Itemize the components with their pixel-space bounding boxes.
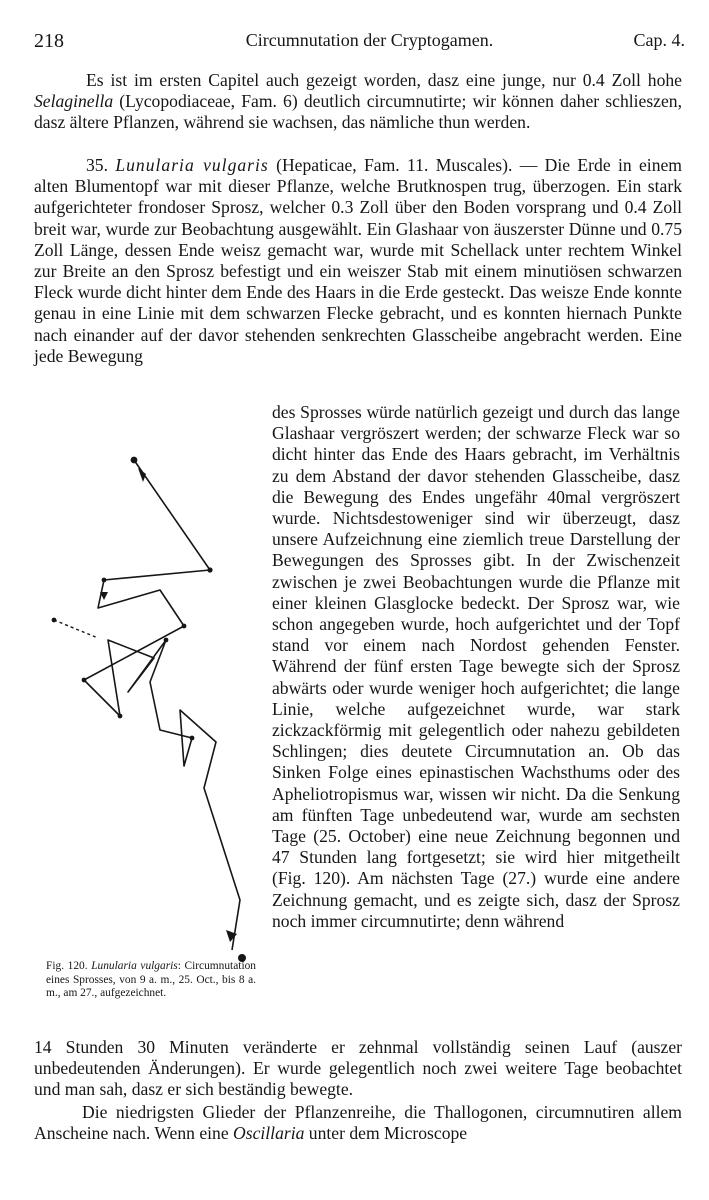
running-header xyxy=(34,30,685,56)
figure-species: Lunularia vulgaris xyxy=(91,960,178,972)
circumnutation-tracing xyxy=(34,430,268,990)
paragraph-thallogonen: Die niedrigsten Glieder der Pflanzenreihe, die Thallogonen, circumnutiren allem Anscheine nach. Wenn eine Oscillaria unter dem Microscope xyxy=(34,1102,682,1144)
path-dot xyxy=(182,624,187,629)
path-dot xyxy=(164,638,169,643)
arrow-head xyxy=(138,468,146,482)
section-number: 35. xyxy=(86,155,108,175)
figure-label: Fig. 120. xyxy=(46,960,88,972)
paragraph-lunularia-column xyxy=(272,402,680,932)
paragraph-selaginella: Es ist im ersten Capitel auch gezeigt worden, dasz eine junge, nur 0.4 Zoll hohe Selaginella (Lycopodiaceae, Fam. 6) deutlich circumnutirte; wir können daher schlieszen, dasz ältere Pflanzen, während sie wachsen, das nämliche thun werden. xyxy=(34,70,682,133)
paragraph-lunularia xyxy=(34,155,682,367)
movement-path xyxy=(84,460,240,950)
genus-oscillaria: Oscillaria xyxy=(233,1123,305,1144)
figure-caption xyxy=(46,960,256,1001)
lunularia-text: (Hepaticae, Fam. 11. Muscales). — Die Erde in einem alten Blumentopf war mit dieser Pflanze, welche Brutknospen trug, überzogen. Ein stark aufgerichteter frondoser Sprosz, welcher 0.3 Zoll über den Boden vorsprang und 0.4 Zoll breit war, wurde zur Beobachtung ausgewählt. Ein Glashaar von äuszerster Dünne und 0.75 Zoll Länge, dessen Ende weisz gemacht war, wurde mit Schellack unter rechtem Winkel zur Breite an den Sprosz befestigt und ein weiszer Stab mit einem minutiösen schwarzen Fleck wurde dicht hinter dem Ende des Haars in die Erde gesteckt. Das weisze Ende konnte genau in eine Linie mit dem schwarzen Flecke gebracht, und es konnten hiernach Punkte nach einander auf der davor stehenden senkrechten Glasscheibe angebracht werden. Eine jede Bewegung xyxy=(34,155,682,366)
path-dot xyxy=(52,618,57,623)
genus-selaginella: Selaginella xyxy=(34,91,114,112)
page-number: 218 xyxy=(34,30,64,52)
figure-caption-text: : Circumnutation eines Sprosses, von 9 a. m., 25. Oct., bis 8 a. m., am 27., aufgezeichnet. xyxy=(46,960,257,1000)
figure-120 xyxy=(34,430,268,990)
path-dot xyxy=(102,578,107,583)
path-dot xyxy=(82,678,87,683)
lunularia-column-text: des Sprosses würde natürlich gezeigt und durch das lange Glashaar vergröszert werden; der schwarze Fleck war so dicht hinter das Ende des Haars gebracht, im Verhältnis zu dem Abstand der davor stehenden Glasscheibe, dasz die Bewegung des Endes ungefähr 40mal vergröszert wurde. Nichtsdestoweniger sind wir überzeugt, dasz unsere Aufzeichnung eine ziemlich treue Darstellung der Bewegungen des Sprosses gibt. In der Zwischenzeit zwischen je zwei Beobachtungen wurde die Pflanze mit einer kleinen Glasglocke bedeckt. Der Sprosz war, wie schon angegeben wurde, hoch aufgerichtet und der Topf stand vor einem nach Nordost gehenden Fenster. Während der fünf ersten Tage bewegte sich der Sprosz abwärts oder wurde weniger hoch aufgerichtet; die lange Linie, welche aufgezeichnet wurde, war stark zickzackförmig mit gelegentlich oder nahezu gebildeten Schlingen; dies deutete Circumnutation an. Ob das Sinken Folge eines epinastischen Wachsthums oder des Apheliotropismus war, wissen wir nicht. Da die Senkung am fünften Tage unbedeutend war, wurde am sechsten Tage (25. October) eine neue Zeichnung begonnen und 47 Stunden lang fortgesetzt; sie wird hier mitgetheilt (Fig. 120). Am nächsten Tage (27.) wurde eine andere Zeichnung gemacht, und es zeigte sich, dasz der Sprosz noch immer circumnutirte; denn während xyxy=(272,402,680,931)
dashed-segment xyxy=(54,620,98,638)
species-lunularia: Lunularia vulgaris xyxy=(115,155,269,175)
running-title: Circumnutation der Cryptogamen. xyxy=(245,30,494,50)
path-dot xyxy=(207,567,212,572)
chapter-marker: Cap. 4. xyxy=(633,30,685,50)
start-dot xyxy=(131,457,138,464)
path-dot xyxy=(190,736,195,741)
path-dot xyxy=(118,714,123,719)
paragraph-lunularia-continuation: 14 Stunden 30 Minuten veränderte er zehnmal vollständig seinen Lauf (auszer unbedeutenden Änderungen). Er wurde gelegentlich noch zwei weitere Tage beobachtet und man sah, dasz er sich beständig bewegte. xyxy=(34,1037,682,1100)
